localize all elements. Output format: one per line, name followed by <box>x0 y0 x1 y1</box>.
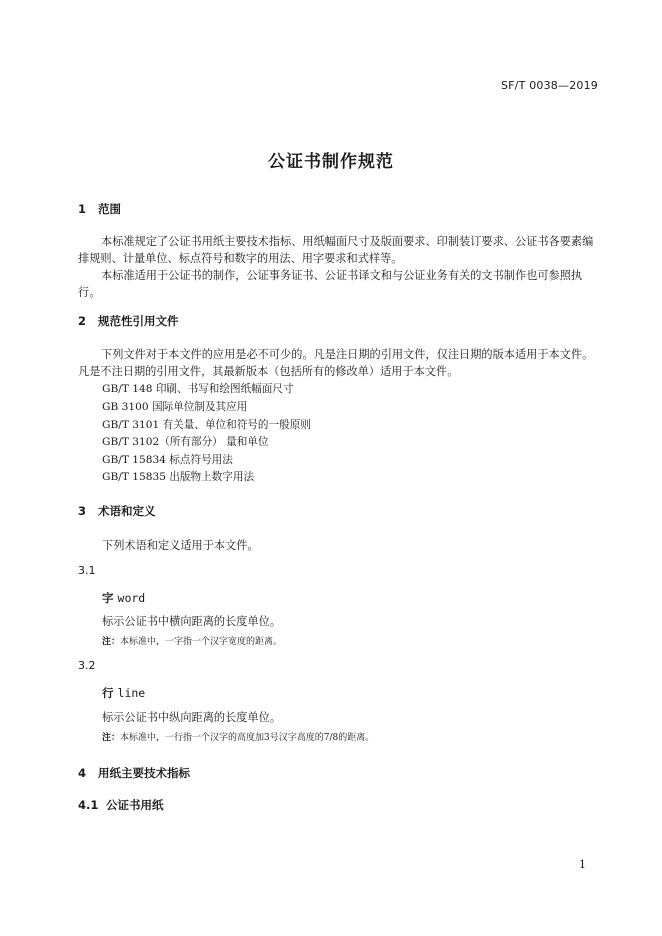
reference-item: GB/T 3101 有关量、单位和符号的一般原则 <box>102 419 311 431</box>
section-2-heading <box>78 313 179 329</box>
reference-item: GB/T 3102（所有部分） 量和单位 <box>102 436 269 448</box>
term-chinese: 字 <box>102 591 114 605</box>
reference-item: GB/T 15835 出版物上数字用法 <box>102 471 255 483</box>
terms-intro: 下列术语和定义适用于本文件。 <box>102 539 259 552</box>
note-label: 注： <box>102 637 121 647</box>
standard-number: SF/T 0038—2019 <box>500 79 598 92</box>
section-3-heading <box>78 503 156 519</box>
term-definition: 标示公证书中纵向距离的长度单位。 <box>102 711 282 724</box>
section-number: 2 <box>78 314 87 328</box>
subsection-4-1-heading <box>78 797 164 813</box>
term-note <box>102 634 282 647</box>
document-title: 公证书制作规范 <box>268 152 394 172</box>
reference-item: GB/T 148 印刷、书写和绘图纸幅面尺寸 <box>102 383 294 395</box>
page-number: 1 <box>579 858 586 871</box>
section-4-heading <box>78 765 190 781</box>
term-heading <box>102 685 145 701</box>
note-label: 注： <box>102 733 121 743</box>
term-definition: 标示公证书中横向距离的长度单位。 <box>102 615 282 628</box>
subsection-number: 4.1 <box>78 798 99 812</box>
term-note <box>102 730 374 743</box>
reference-item: GB/T 15834 标点符号用法 <box>102 454 233 466</box>
section-1-heading <box>78 201 121 217</box>
scope-paragraph-1: 本标准规定了公证书用纸主要技术指标、用纸幅面尺寸及版面要求、印制装订要求、公证书各要素编排规则、计量单位、标点符号和数字的用法、用字要求和式样等。 <box>78 235 594 265</box>
note-text: 本标准中，一字指一个汉字宽度的距离。 <box>120 637 283 647</box>
term-english: word <box>117 591 146 605</box>
section-title: 规范性引用文件 <box>98 314 179 328</box>
note-text: 本标准中，一行指一个汉字的高度加3号汉字高度的7/8的距离。 <box>120 733 375 743</box>
term-chinese: 行 <box>102 686 114 700</box>
term-english: line <box>117 686 146 700</box>
scope-paragraph-2: 本标准适用于公证书的制作，公证事务证书、公证书译文和与公证业务有关的文书制作也可参照执行。 <box>78 269 583 299</box>
section-title: 术语和定义 <box>98 504 156 518</box>
section-title: 用纸主要技术指标 <box>98 766 190 780</box>
term-number: 3.1 <box>78 564 96 577</box>
term-heading <box>102 590 145 606</box>
subsection-title: 公证书用纸 <box>106 798 164 812</box>
section-number: 1 <box>78 202 87 216</box>
term-number: 3.2 <box>78 659 96 672</box>
references-intro: 下列文件对于本文件的应用是必不可少的。凡是注日期的引用文件，仅注日期的版本适用于本文件。凡是不注日期的引用文件，其最新版本（包括所有的修改单）适用于本文件。 <box>78 348 594 378</box>
reference-item: GB 3100 国际单位制及其应用 <box>102 401 248 413</box>
section-number: 4 <box>78 766 87 780</box>
section-title: 范围 <box>98 202 121 216</box>
section-number: 3 <box>78 504 87 518</box>
